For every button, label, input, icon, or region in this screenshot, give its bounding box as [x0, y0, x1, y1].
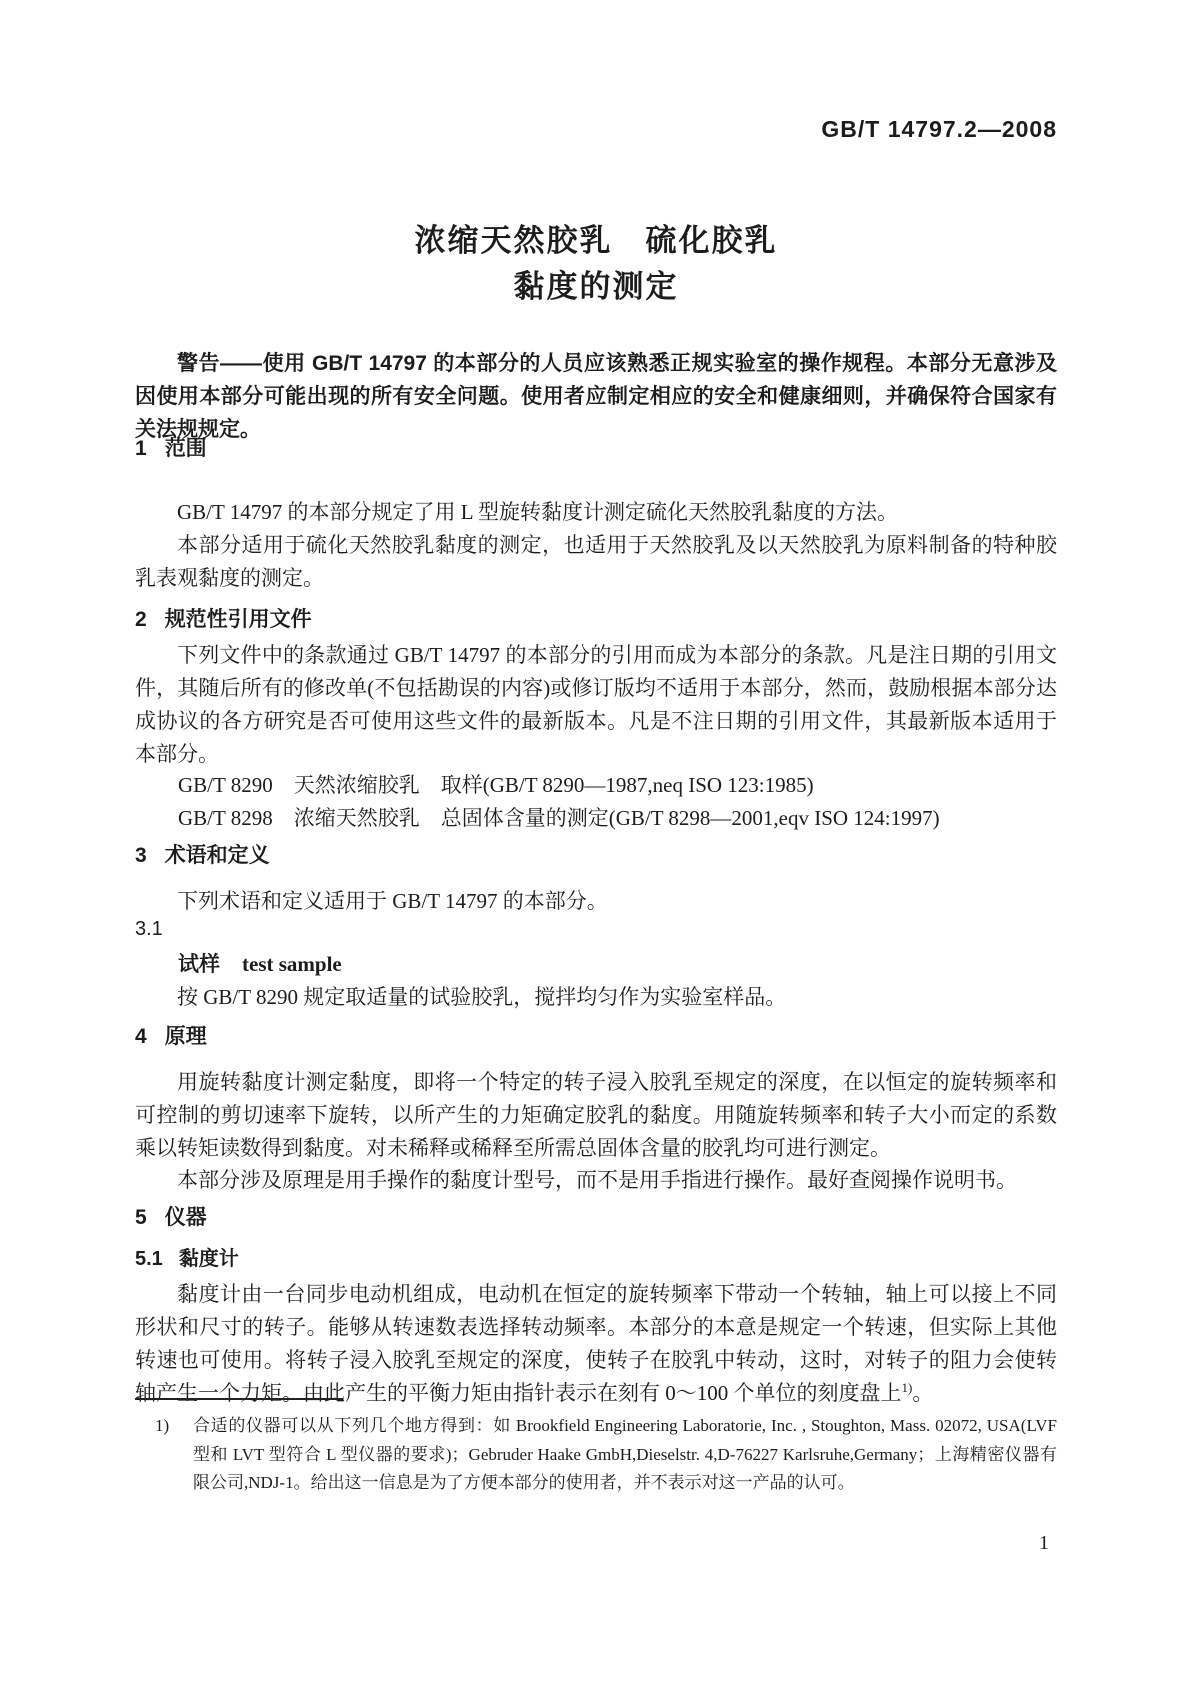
- document-title-line2: 黏度的测定: [513, 269, 679, 304]
- section-1-title: 范围: [164, 437, 207, 460]
- section-3-heading: [135, 843, 1057, 869]
- section-2-heading: [135, 607, 1057, 633]
- section-5-1-title: 黏度计: [178, 1248, 239, 1270]
- section-2-title: 规范性引用文件: [164, 608, 312, 631]
- footnote-text: 合适的仪器可以从下列几个地方得到：如 Brookfield Engineering Laboratorie, Inc. , Stoughton, Mass. 02072, USA(LVF 型和 LVT 型符合 L 型仪器的要求)；Gebruder Haake GmbH,Dieselstr. 4,D-76227 Karlsruhe,Germany；上海精密仪器有限公司,NDJ-1。给出这一信息是为了方便本部分的使用者，并不表示对这一产品的认可。: [193, 1416, 1057, 1492]
- section-5-1-heading: [135, 1247, 1057, 1271]
- apparatus-paragraph: [135, 1278, 1057, 1410]
- footnote-block: [155, 1412, 1057, 1498]
- reference-item-1: GB/T 8290 天然浓缩胶乳 取样(GB/T 8290—1987,neq ISO 123:1985): [178, 773, 814, 797]
- references-intro-paragraph: 下列文件中的条款通过 GB/T 14797 的本部分的引用而成为本部分的条款。凡是注日期的引用文件，其随后所有的修改单(不包括勘误的内容)或修订版均不适用于本部分，然而，鼓励根据本部分达成协议的各方研究是否可使用这些文件的最新版本。凡是不注日期的引用文件，其最新版本适用于本部分。: [135, 643, 1057, 766]
- section-4-title: 原理: [164, 1025, 207, 1048]
- page-number: 1: [1039, 1532, 1049, 1554]
- term-definition-paragraph: 按 GB/T 8290 规定取适量的试验胶乳，搅拌均匀作为实验室样品。: [177, 985, 787, 1009]
- footnote-divider-rule: [135, 1398, 343, 1400]
- term-english: test sample: [242, 952, 342, 976]
- section-4-heading: [135, 1024, 1057, 1050]
- principle-paragraph-1: 用旋转黏度计测定黏度，即将一个特定的转子浸入胶乳至规定的深度，在以恒定的旋转频率和可控制的剪切速率下旋转，以所产生的力矩确定胶乳的黏度。用随旋转频率和转子大小而定的系数乘以转矩读数得到黏度。对未稀释或稀释至所需总固体含量的胶乳均可进行测定。: [135, 1070, 1057, 1160]
- document-title-line1: 浓缩天然胶乳 硫化胶乳: [414, 223, 778, 258]
- scope-paragraph-2: 本部分适用于硫化天然胶乳黏度的测定，也适用于天然胶乳及以天然胶乳为原料制备的特种胶乳表观黏度的测定。: [135, 533, 1057, 590]
- section-3-title: 术语和定义: [164, 844, 270, 867]
- section-2-number: 2: [135, 608, 147, 631]
- section-1-number: 1: [135, 437, 147, 460]
- principle-paragraph-2: 本部分涉及原理是用手操作的黏度计型号，而不是用手指进行操作。最好查阅操作说明书。: [177, 1168, 1017, 1192]
- scope-paragraph-1: GB/T 14797 的本部分规定了用 L 型旋转黏度计测定硫化天然胶乳黏度的方法。: [177, 500, 899, 524]
- apparatus-paragraph-text: 黏度计由一台同步电动机组成，电动机在恒定的旋转频率下带动一个转轴，轴上可以接上不同形状和尺寸的转子。能够从转速数表选择转动频率。本部分的本意是规定一个转速，但实际上其他转速也可使用。将转子浸入胶乳至规定的深度，使转子在胶乳中转动，这时，对转子的阻力会使转轴产生一个力矩。由此产生的平衡力矩由指针表示在刻有 0～100 个单位的刻度盘上: [135, 1282, 1057, 1405]
- section-5-title: 仪器: [164, 1206, 207, 1229]
- footnote-marker: 1): [155, 1416, 170, 1435]
- section-4-number: 4: [135, 1025, 147, 1048]
- document-title: [135, 218, 1057, 310]
- reference-item-2: GB/T 8298 浓缩天然胶乳 总固体含量的测定(GB/T 8298—2001,eqv ISO 124:1997): [178, 806, 940, 830]
- section-3-number: 3: [135, 844, 147, 867]
- standard-code-header: GB/T 14797.2—2008: [821, 116, 1057, 142]
- warning-paragraph: 警告——使用 GB/T 14797 的本部分的人员应该熟悉正规实验室的操作规程。本部分无意涉及因使用本部分可能出现的所有安全问题。使用者应制定相应的安全和健康细则，并确保符合国家有关法规规定。: [135, 352, 1057, 441]
- footnote-reference-mark: 1): [901, 1380, 913, 1395]
- term-chinese: 试样: [178, 953, 220, 976]
- apparatus-paragraph-period: 。: [912, 1381, 934, 1405]
- section-5-heading: [135, 1205, 1057, 1231]
- term-3-1-number: 3.1: [135, 918, 163, 940]
- term-3-1-entry: [135, 948, 1100, 978]
- terms-intro-paragraph: 下列术语和定义适用于 GB/T 14797 的本部分。: [177, 889, 608, 913]
- section-5-number: 5: [135, 1206, 147, 1229]
- section-5-1-number: 5.1: [135, 1248, 163, 1270]
- section-1-heading: [135, 436, 1057, 462]
